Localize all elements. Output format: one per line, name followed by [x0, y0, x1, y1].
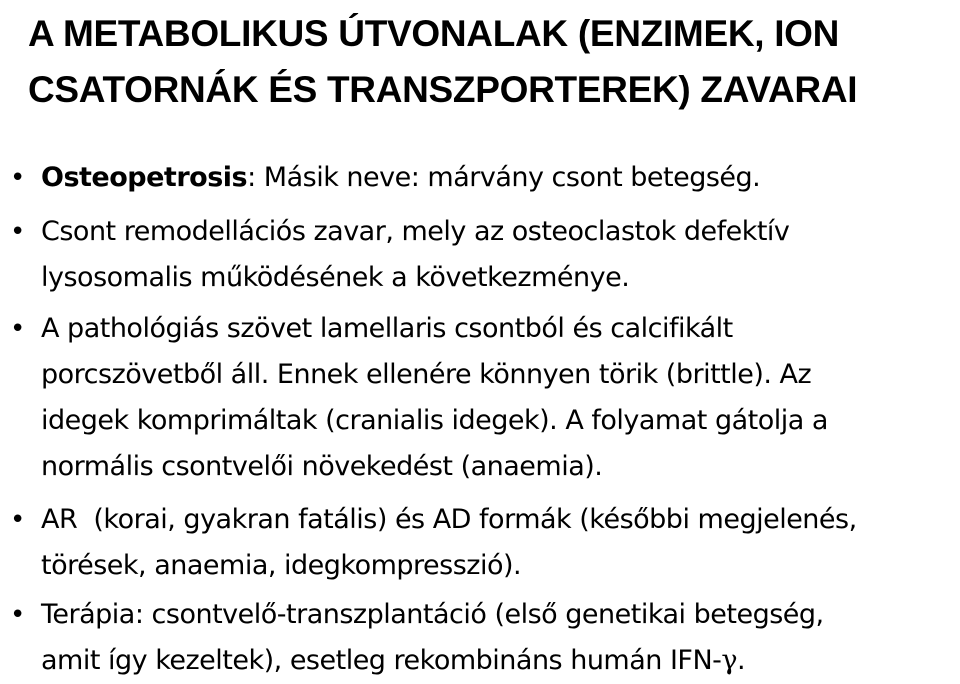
bullet-line: A pathológiás szövet lamellaris csontból és calcifikált	[41, 313, 733, 344]
bullet-text: amit így kezeltek), esetleg rekombináns humán IFN-	[41, 645, 722, 676]
bullet-pathology	[10, 306, 950, 490]
slide-title-line-1: A METABOLIKUS ÚTVONALAK (ENZIMEK, ION	[28, 13, 840, 54]
slide-title	[28, 6, 948, 118]
bullet-dot-icon: •	[10, 314, 25, 344]
bullet-text-end: .	[737, 645, 746, 676]
bullet-line: porcszövetből áll. Ennek ellenére könnyen törik (brittle). Az	[41, 359, 812, 390]
slide-title-line-2: CSATORNÁK ÉS TRANSZPORTEREK) ZAVARAI	[28, 69, 858, 110]
bullet-text: : Másik neve: márvány csont betegség.	[247, 162, 761, 193]
bullet-line: Terápia: csontvelő-transzplantáció (első genetikai betegség,	[41, 599, 824, 630]
bullet-line: lysosomalis működésének a következménye.	[41, 262, 630, 293]
bullet-dot-icon: •	[10, 505, 25, 535]
bullet-line	[41, 155, 950, 201]
bullet-line: AR (korai, gyakran fatális) és AD formák (későbbi megjelenés,	[41, 504, 857, 535]
bullet-line: normális csontvelői növekedést (anaemia).	[41, 451, 603, 482]
bullet-dot-icon: •	[10, 600, 25, 630]
bullet-osteopetrosis	[10, 155, 950, 201]
bullet-line: törések, anaemia, idegkompresszió).	[41, 550, 522, 581]
gamma-symbol: γ	[721, 645, 738, 676]
bullet-dot-icon: •	[10, 163, 25, 193]
bullet-line: Csont remodellációs zavar, mely az osteoclastok defektív	[41, 216, 790, 247]
bullet-line: idegek komprimáltak (cranialis idegek). A folyamat gátolja a	[41, 405, 828, 436]
bullet-line	[41, 638, 950, 684]
bullet-therapy	[10, 592, 950, 684]
bold-term: Osteopetrosis	[41, 162, 248, 193]
bullet-dot-icon: •	[10, 217, 25, 247]
bullet-remodeling	[10, 209, 950, 301]
bullet-forms	[10, 497, 950, 589]
